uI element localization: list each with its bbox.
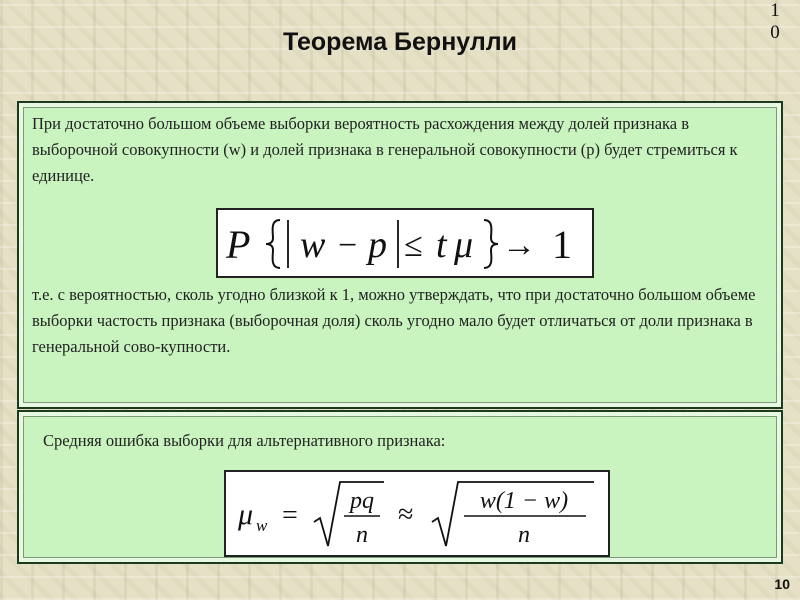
formula2-num1: pq xyxy=(350,488,374,514)
formula2-equals: = xyxy=(282,500,298,531)
corner-slide-number: 10 xyxy=(770,0,780,43)
formula1-P: P xyxy=(226,222,251,267)
sampling-error-caption: Средняя ошибка выборки для альтернативного признака: xyxy=(43,431,446,450)
formula1-p: p xyxy=(368,224,387,266)
formula2-mu: μ xyxy=(238,498,254,531)
formula1-leq: ≤ xyxy=(404,227,423,264)
bernoulli-formula-svg xyxy=(218,210,592,276)
formula1-minus: − xyxy=(338,227,358,264)
bernoulli-formula xyxy=(216,208,594,278)
theorem-panel xyxy=(17,101,783,409)
formula2-den1: n xyxy=(356,522,368,548)
sampling-error-formula-svg xyxy=(226,472,608,555)
theorem-statement: При достаточно большом объеме выборки вероятность расхождения между долей признака в выборочной совокупности (w) и долей признака в генеральной совокупности (p) будет стремиться к единице. xyxy=(32,114,738,185)
left-brace xyxy=(266,220,280,268)
page-number: 10 xyxy=(774,576,790,592)
formula1-arrow: → xyxy=(502,227,536,264)
formula1-mu: μ xyxy=(454,224,474,266)
formula2-den2: n xyxy=(518,522,530,548)
slide-title: Теорема Бернулли xyxy=(282,28,517,56)
formula1-t: t xyxy=(436,224,447,266)
formula2-sub-w: w xyxy=(256,516,268,535)
right-brace xyxy=(484,220,498,268)
formula1-w: w xyxy=(300,224,326,266)
formula1-one: 1 xyxy=(552,222,572,267)
sampling-error-formula xyxy=(224,470,610,557)
formula2-num2: w(1 − w) xyxy=(479,488,569,514)
formula2-approx: ≈ xyxy=(398,499,414,530)
theorem-explanation: т.е. с вероятностью, сколь угодно близкой к 1, можно утверждать, что при достаточно большом объеме выборки частость признака (выборочная доля) сколь угодно мало будет отличаться от доли признака в генеральной сово-купности. xyxy=(32,285,756,356)
sampling-error-panel xyxy=(17,410,783,564)
